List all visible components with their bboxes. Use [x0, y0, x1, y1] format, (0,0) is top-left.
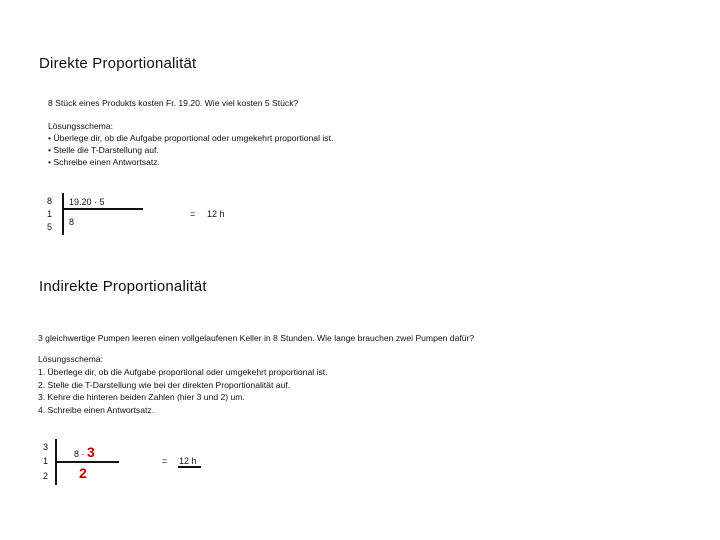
t2-left-value-2: 1 — [43, 456, 49, 466]
t2-result-underline — [178, 466, 201, 468]
scheme-title-2: Lösungsschema: — [38, 354, 103, 364]
t2-left-value-1: 3 — [43, 442, 49, 452]
problem-text-2: 3 gleichwertige Pumpen leeren einen vollgelaufenen Keller in 8 Stunden. Wie lange brauchen zwei Pumpen dafür? — [38, 333, 475, 343]
t1-left-value-1: 8 — [47, 196, 53, 206]
t2-denominator-highlight: 2 — [79, 465, 87, 481]
t1-denominator: 8 — [69, 217, 75, 227]
scheme-step-2-3: 3. Kehre die hinteren beiden Zahlen (hier 3 und 2) um. — [38, 392, 245, 402]
t2-result: 12 h — [179, 456, 197, 466]
t1-fraction-line — [62, 208, 143, 210]
scheme-title-1: Lösungsschema: — [48, 121, 113, 131]
problem-text-1: 8 Stück eines Produkts kosten Fr. 19.20. Wie viel kosten 5 Stück? — [48, 98, 299, 108]
t1-vertical-line — [62, 193, 64, 235]
t1-left-value-3: 5 — [47, 222, 53, 232]
scheme-step-1-1: • Überlege dir, ob die Aufgabe proportional oder umgekehrt proportional ist. — [48, 133, 334, 143]
scheme-step-1-2: • Stelle die T-Darstellung auf. — [48, 145, 159, 155]
t2-equals: = — [162, 456, 168, 466]
t1-result: 12 h — [207, 209, 225, 219]
heading-direct-proportionality: Direkte Proportionalität — [39, 55, 197, 72]
t2-numerator-prefix: 8 · — [74, 449, 85, 459]
scheme-step-2-4: 4. Schreibe einen Antwortsatz. — [38, 405, 155, 415]
scheme-step-1-3: • Schreibe einen Antwortsatz. — [48, 157, 160, 167]
t2-numerator-highlight: 3 — [87, 444, 95, 460]
t1-equals: = — [190, 209, 196, 219]
scheme-step-2-2: 2. Stelle die T-Darstellung wie bei der direkten Proportionalität auf. — [38, 380, 291, 390]
scheme-step-2-1: 1. Überlege dir, ob die Aufgabe proportional oder umgekehrt proportional ist. — [38, 367, 328, 377]
t1-numerator: 19.20 · 5 — [69, 197, 105, 207]
t2-fraction-line — [55, 461, 119, 463]
t1-left-value-2: 1 — [47, 209, 53, 219]
t2-left-value-3: 2 — [43, 471, 49, 481]
heading-indirect-proportionality: Indirekte Proportionalität — [39, 278, 207, 295]
